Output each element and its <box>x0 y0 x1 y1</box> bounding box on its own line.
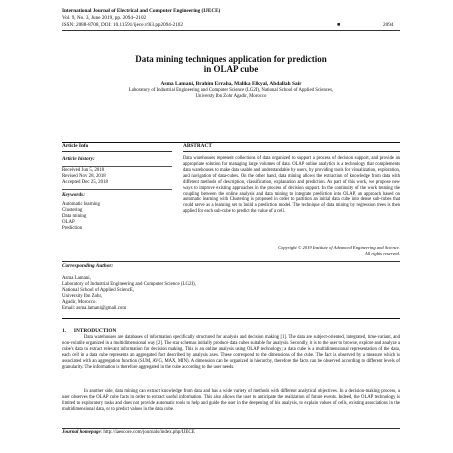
journal-volume: Vol. 9, No. 3, June 2019, pp. 2094~2102 <box>62 15 147 21</box>
introduction-paragraph-1: Data warehouses are databases of information specifically structured for analysis and decision making [1]. The data are subject-oriented, integrated, time-variant, and non-volatile organized in a multidimensional way [2]. The star schemas initially produce data cubes suitable for analysis. Secondly, it is to the user to browse, explore and analyze a cube's data to extract relevant information for decision making. This is an online analysis using OLAP technology; a data cube is a multidimensional representation of the data, each cell in a data cube represents an aggregated fact described by analysis axes. These correspond to the dimensions of the cube. The fact is observed by a measure which is associated with an aggregation function (SUM, AVG, MAX, MIN). A dimension can be organized in hierarchy, therefore the facts can be observed according to different levels of granularity. The information is therefore aggregated in the cube according to the user needs. <box>62 335 400 370</box>
keywords-rule <box>62 189 172 190</box>
journal-name: International Journal of Electrical and Computer Engineering (IJECE) <box>62 8 221 14</box>
homepage-label: Journal homepage <box>62 430 101 435</box>
corresponding-university: University Ibn Zohr, <box>62 294 103 300</box>
info-left-rule <box>62 151 172 152</box>
history-received: Received Jun 5, 2018 <box>62 168 105 173</box>
corresponding-email[interactable]: Email: asma.lamani@gmail.com <box>62 306 127 312</box>
keyword-list <box>62 202 100 232</box>
corresponding-lab: Laboratory of Industrial Engineering and Computer Science (LG2I), <box>62 282 196 288</box>
corresponding-city: Agadir, Morocco. <box>62 300 97 306</box>
header-rule <box>62 30 400 31</box>
paper-title: Data mining techniques application for prediction in OLAP cube <box>135 54 327 75</box>
keywords-label: Keywords: <box>62 192 85 198</box>
footer-rule <box>62 428 400 429</box>
corresponding-heading: Corresponding Author: <box>62 263 114 269</box>
copyright-notice: Copyright © 2019 Institute of Advanced Engineering and Science. All rights reserved. <box>278 245 400 256</box>
journal-issn: ISSN: 2088-8708, DOI: 10.11591/ijece.v9i3.pp2094-2102 <box>62 22 183 28</box>
author-list: Asma Lamani, Brahim Erraha, Malika Elkyal, Abdallah Sair <box>160 81 302 87</box>
info-right-rule <box>183 151 400 152</box>
history-revised: Revised Nov 28, 2018 <box>62 174 106 180</box>
corresponding-name: Asma Lamani, <box>62 276 91 281</box>
abstract-heading: ABSTRACT <box>183 143 212 149</box>
keyword-item: OLAP <box>62 220 75 226</box>
history-rule <box>62 166 172 167</box>
affiliation: Laboratory of Industrial Engineering and Computer Science (LG2I), National School of Applied Sciences, Universty Ibn Zohr Agadir, Morocco <box>128 88 334 99</box>
corresponding-top-rule <box>62 261 400 262</box>
keyword-item: Prediction <box>62 226 83 232</box>
page-separator-icon: ■ <box>337 22 341 28</box>
keyword-item: Automatic learning <box>62 202 100 207</box>
article-info-heading: Article Info <box>62 143 89 149</box>
introduction-paragraph-2: In another side, data mining can extract knowledge from data and has a wide variety of methods with different analytical objectives. In a decision-making process, a user observes the OLAP cube facts in order to extract useful information. This also allows the user to anticipate the realization of future events. Indeed, the OLAP technology is limited to exploratory tasks and does not provide automatic tools to help and guide the user in the deepening of his analysis, to explain values of cells, existing associations in the multidimensional data, or to predict values in the data cube. <box>62 389 400 412</box>
history-list <box>62 168 108 186</box>
keyword-item: Data mining <box>62 214 87 220</box>
corresponding-bottom-rule <box>62 318 400 319</box>
keyword-item: Clustering <box>62 208 83 214</box>
page-number: 2094 <box>383 22 394 28</box>
corresponding-details <box>62 276 196 313</box>
abstract-text: Data warehouses represent collections of data organized to support a process of decision support, and provide an appropriate solution for managing large volumes of data. OLAP online analytics is a technology that complements data warehouses to make data usable and understandable by users, by providing tools for visualization, exploration, and navigation of data-cubes. On the other hand, data mining allows the extraction of knowledge from data with different methods of description, classification, explanation and prediction. As part of this work, we propose new ways to improve existing approaches in the process of decision support. In the continuity of the work treating the coupling between the online analysis and data mining to integrate prediction into OLAP, an approach based on automatic learning with Clustering is proposed in order to partition an initial data cube into dense sub-cubes that could serve as a learning set to build a prediction model. The technique of data mining by regression trees is then applied for each sub-cube to predict the value of a cell. <box>183 156 400 215</box>
introduction-heading: 1. INTRODUCTION <box>62 328 117 334</box>
history-label: Article history: <box>62 156 95 162</box>
info-top-rule <box>62 142 400 143</box>
corresponding-school: National School of Applied SciencE, <box>62 288 135 294</box>
journal-homepage <box>62 430 195 435</box>
history-accepted: Accepted Dec 25, 2018 <box>62 180 108 186</box>
homepage-url[interactable]: : http://iaescore.com/journals/index.php/IJECE <box>100 430 195 435</box>
